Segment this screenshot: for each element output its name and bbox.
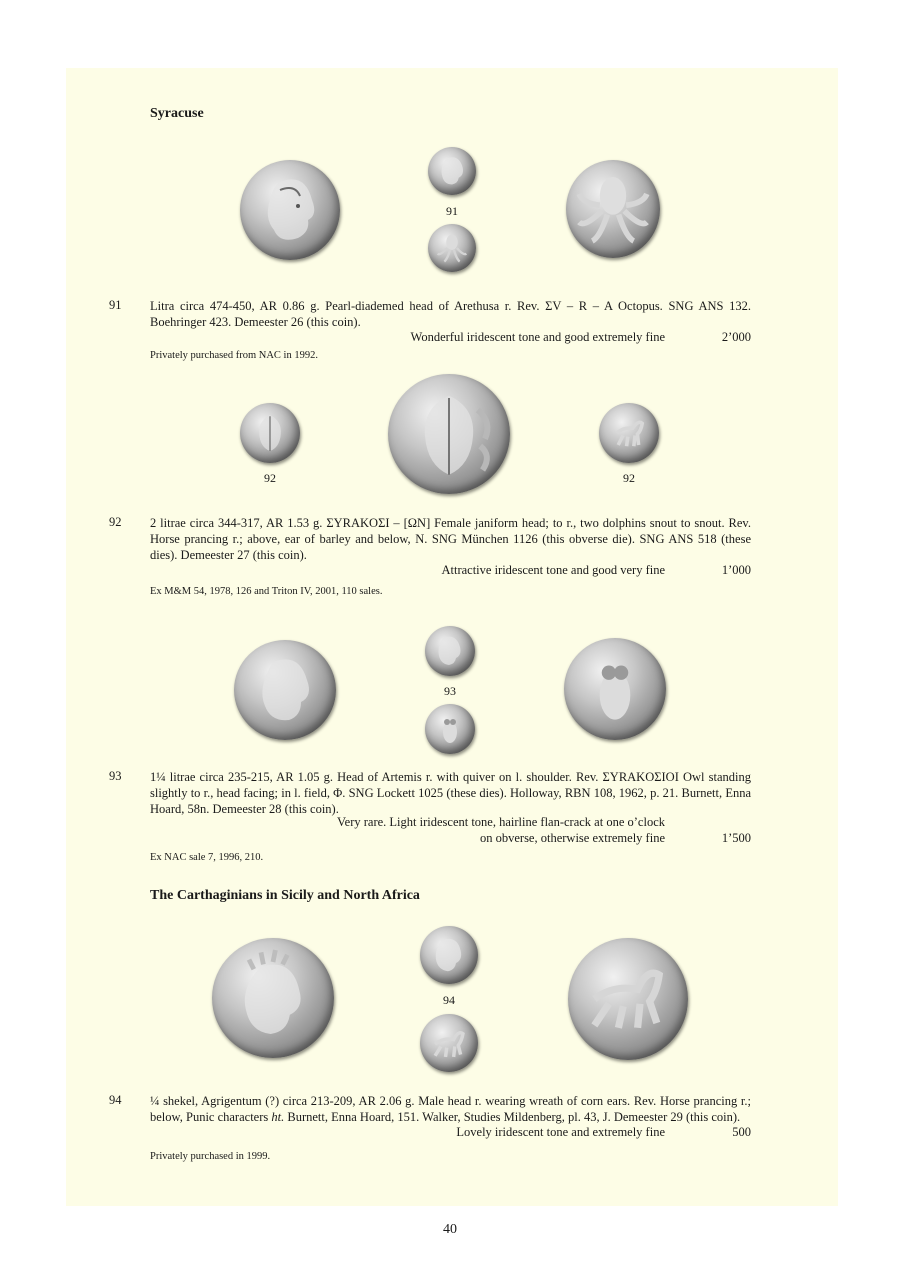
lot-number-93: 93 xyxy=(109,769,122,783)
coin-94-reverse xyxy=(420,1014,478,1072)
coin-91-reverse xyxy=(428,224,476,272)
caption-92-left: 92 xyxy=(264,471,276,485)
coin-94-obverse-enlarged xyxy=(212,938,334,1058)
lot-condition-92: Attractive iridescent tone and good very fine xyxy=(441,563,665,577)
section-heading-syracuse: Syracuse xyxy=(150,106,204,121)
coin-91-reverse-enlarged xyxy=(566,160,660,258)
caption-91: 91 xyxy=(446,204,458,218)
lot-number-94: 94 xyxy=(109,1093,122,1107)
coin-93-reverse xyxy=(425,704,475,754)
page-number: 40 xyxy=(443,1222,457,1237)
lot-condition-94: Lovely iridescent tone and extremely fine xyxy=(456,1125,665,1139)
lot-provenance-92: Ex M&M 54, 1978, 126 and Triton IV, 2001, 110 sales. xyxy=(150,586,383,597)
caption-92-right: 92 xyxy=(623,471,635,485)
section-heading-carthaginians: The Carthaginians in Sicily and North Africa xyxy=(150,888,420,903)
lot-provenance-93: Ex NAC sale 7, 1996, 210. xyxy=(150,852,264,863)
coin-93-obverse xyxy=(425,626,475,676)
lot-price-94: 500 xyxy=(732,1125,751,1139)
lot-description-93: 1¼ litrae circa 235-215, AR 1.05 g. Head of Artemis r. with quiver on l. shoulder. Rev. ΣYRAKOΣIOI Owl standing slightly to r., head facing; in l. field, Φ. SNG Lockett 1025 (these dies). Holloway, RBN 108, 1962, p. 21. Burnett, Enna Hoard, 58n. Demeester 28 (this coin). xyxy=(150,770,751,816)
lot-number-92: 92 xyxy=(109,515,122,529)
lot-price-92: 1’000 xyxy=(721,563,751,577)
lot-condition-93-line1: Very rare. Light iridescent tone, hairline flan-crack at one o’clock xyxy=(337,815,665,829)
lot-price-91: 2’000 xyxy=(721,330,751,344)
lot-description-91: Litra circa 474-450, AR 0.86 g. Pearl-diademed head of Arethusa r. Rev. ΣV – R – A Octopus. SNG ANS 132. Boehringer 423. Demeester 26 (this coin). xyxy=(150,299,751,329)
coin-94-reverse-enlarged xyxy=(568,938,688,1060)
lot-description-92: 2 litrae circa 344-317, AR 1.53 g. ΣYRAKOΣI – [ΩN] Female janiform head; to r., two dolphins snout to snout. Rev. Horse prancing r.; above, ear of barley and below, N. SNG München 1126 (this obverse die). SNG ANS 518 (these dies). Demeester 27 (this coin). xyxy=(150,516,751,562)
lot-price-93: 1’500 xyxy=(721,831,751,845)
coin-93-obverse-enlarged xyxy=(234,640,336,740)
lot-provenance-94: Privately purchased in 1999. xyxy=(150,1151,271,1162)
lot-condition-93-line2: on obverse, otherwise extremely fine xyxy=(479,831,665,845)
coin-92-obverse-enlarged xyxy=(388,374,510,494)
coin-94-obverse xyxy=(420,926,478,984)
coin-91-obverse-enlarged xyxy=(240,160,340,260)
lot-condition-91: Wonderful iridescent tone and good extremely fine xyxy=(410,330,665,344)
coin-92-reverse xyxy=(599,403,659,463)
coin-91-obverse xyxy=(428,147,476,195)
lot-number-91: 91 xyxy=(109,298,122,312)
coin-93-reverse-enlarged xyxy=(564,638,666,740)
lot-description-94: ¼ shekel, Agrigentum (?) circa 213-209, AR 2.06 g. Male head r. wearing wreath of corn ears. Rev. Horse prancing r.; below, Punic characters ht. Burnett, Enna Hoard, 151. Walker, Studies Mildenberg, pl. 43, J. Demeester 29 (this coin). xyxy=(150,1094,751,1124)
caption-94: 94 xyxy=(443,993,455,1007)
coin-92-obverse xyxy=(240,403,300,463)
lot-provenance-91: Privately purchased from NAC in 1992. xyxy=(150,350,318,361)
caption-93: 93 xyxy=(444,684,456,698)
